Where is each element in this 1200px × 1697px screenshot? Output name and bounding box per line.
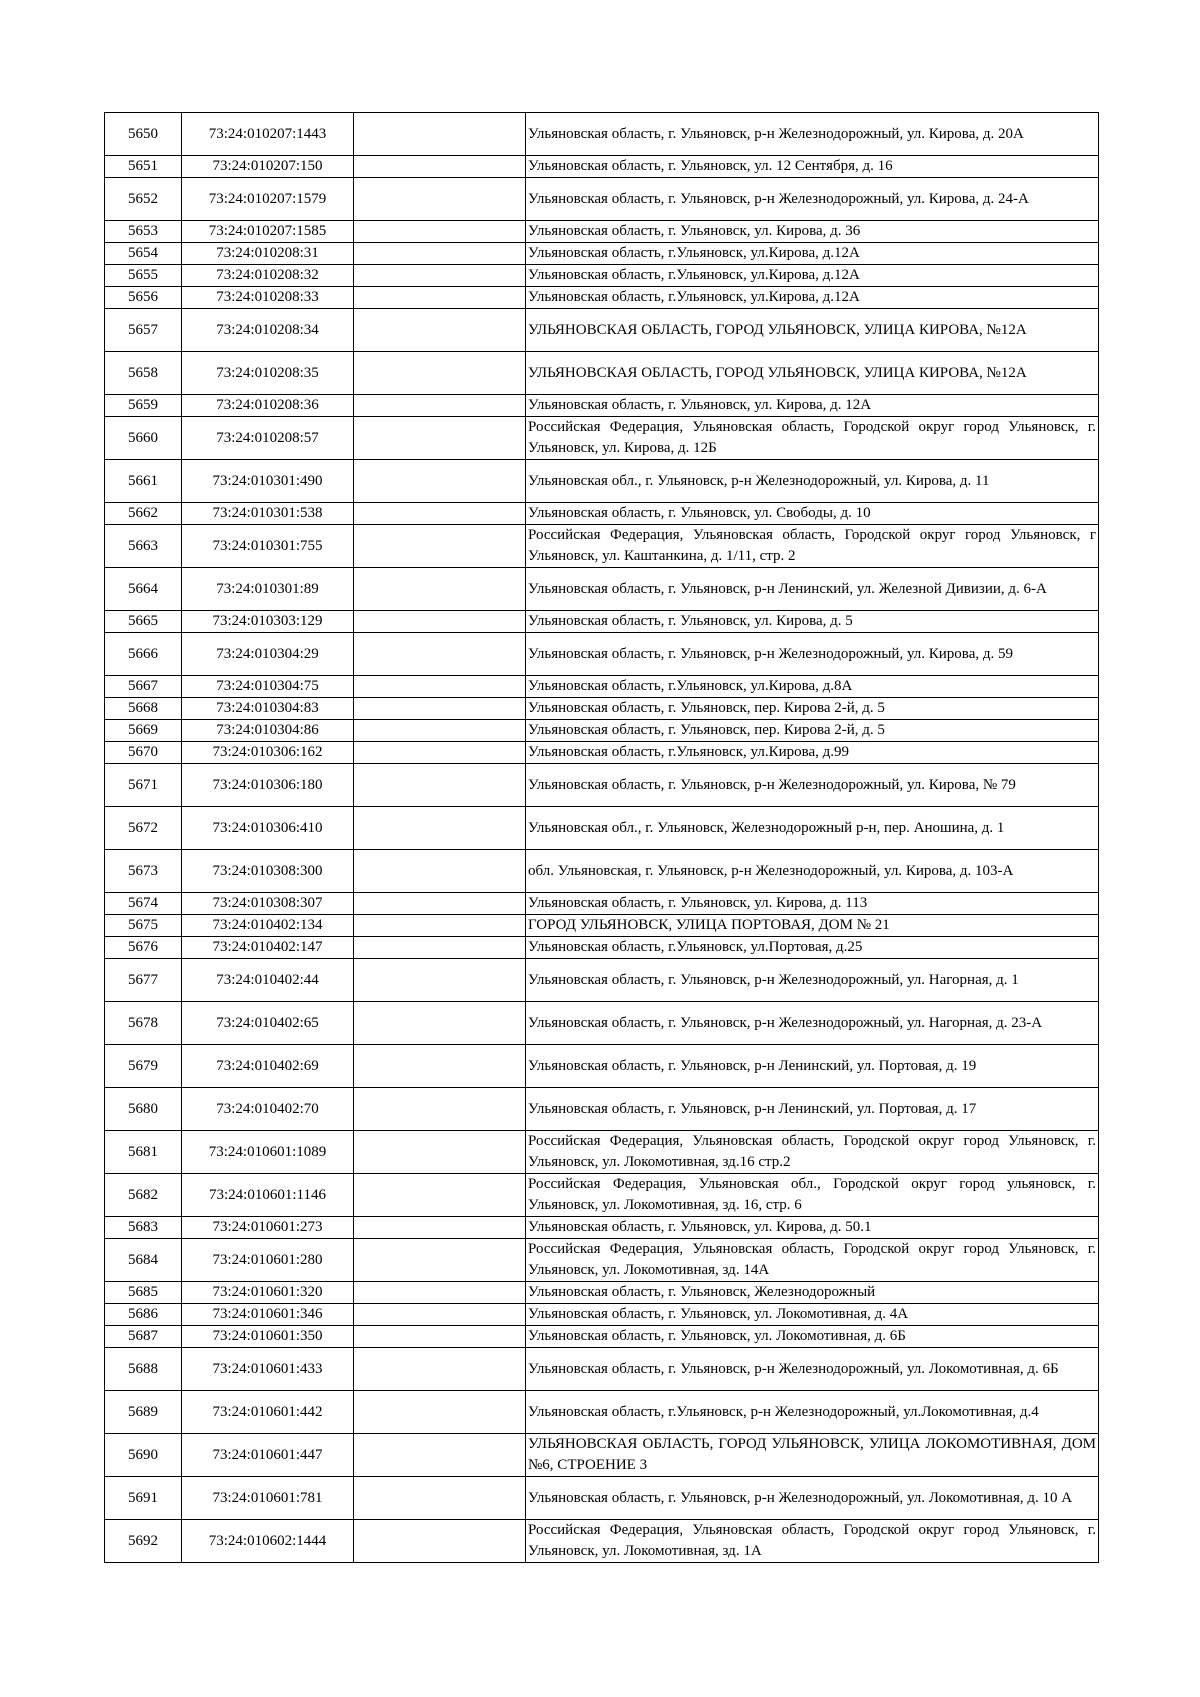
cadastral-number: 73:24:010207:1585 [182,221,354,243]
empty-cell [354,309,526,352]
row-number: 5692 [105,1520,182,1563]
empty-cell [354,676,526,698]
cadastral-number: 73:24:010304:83 [182,698,354,720]
cadastral-number: 73:24:010402:147 [182,937,354,959]
row-number: 5687 [105,1326,182,1348]
address: Ульяновская область, г. Ульяновск, ул. Кирова, д. 36 [526,221,1099,243]
address: Ульяновская область, г. Ульяновск, ул. Локомотивная, д. 6Б [526,1326,1099,1348]
table-row [105,937,1099,959]
cadastral-number: 73:24:010301:89 [182,568,354,611]
cadastral-number: 73:24:010306:162 [182,742,354,764]
empty-cell [354,1304,526,1326]
table-row [105,503,1099,525]
empty-cell [354,352,526,395]
cadastral-number: 73:24:010601:433 [182,1348,354,1391]
address: Ульяновская область, г. Ульяновск, Железнодорожный [526,1282,1099,1304]
address: Ульяновская область, г.Ульяновск, ул.Кирова, д.12А [526,265,1099,287]
empty-cell [354,221,526,243]
cadastral-number: 73:24:010208:32 [182,265,354,287]
table-row [105,1282,1099,1304]
row-number: 5664 [105,568,182,611]
empty-cell [354,417,526,460]
address: Ульяновская область, г. Ульяновск, р-н Ленинский, ул. Портовая, д. 17 [526,1088,1099,1131]
row-number: 5691 [105,1477,182,1520]
table-row [105,1520,1099,1563]
cadastral-number: 73:24:010601:320 [182,1282,354,1304]
row-number: 5668 [105,698,182,720]
row-number: 5676 [105,937,182,959]
table-row [105,1391,1099,1434]
table-row [105,1002,1099,1045]
address: Ульяновская область, г.Ульяновск, ул.Портовая, д.25 [526,937,1099,959]
address: Российская Федерация, Ульяновская обл., Городской округ город ульяновск, г. Ульяновск, ул. Локомотивная, зд. 16, стр. 6 [526,1174,1099,1217]
cadastral-number: 73:24:010208:57 [182,417,354,460]
empty-cell [354,1391,526,1434]
table-row [105,265,1099,287]
cadastral-number: 73:24:010601:280 [182,1239,354,1282]
cadastral-number: 73:24:010601:1089 [182,1131,354,1174]
table-row [105,309,1099,352]
row-number: 5669 [105,720,182,742]
table-row [105,178,1099,221]
address: Российская Федерация, Ульяновская область, Городской округ город Ульяновск, г. Ульяновск, ул. Кирова, д. 12Б [526,417,1099,460]
empty-cell [354,287,526,309]
row-number: 5657 [105,309,182,352]
cadastral-number: 73:24:010601:350 [182,1326,354,1348]
row-number: 5679 [105,1045,182,1088]
table-row [105,460,1099,503]
empty-cell [354,1217,526,1239]
table-row [105,915,1099,937]
empty-cell [354,611,526,633]
table-row [105,1239,1099,1282]
cadastral-number: 73:24:010308:307 [182,893,354,915]
address: Ульяновская область, г. Ульяновск, пер. Кирова 2-й, д. 5 [526,720,1099,742]
empty-cell [354,525,526,568]
address: Ульяновская область, г. Ульяновск, пер. Кирова 2-й, д. 5 [526,698,1099,720]
empty-cell [354,1088,526,1131]
row-number: 5662 [105,503,182,525]
table-row [105,1304,1099,1326]
address: Ульяновская область, г. Ульяновск, р-н Железнодорожный, ул. Кирова, № 79 [526,764,1099,807]
address: Ульяновская область, г. Ульяновск, р-н Железнодорожный, ул. Нагорная, д. 1 [526,959,1099,1002]
address: Ульяновская область, г. Ульяновск, р-н Железнодорожный, ул. Локомотивная, д. 10 А [526,1477,1099,1520]
table-row [105,417,1099,460]
row-number: 5682 [105,1174,182,1217]
row-number: 5650 [105,113,182,156]
empty-cell [354,265,526,287]
table-row [105,698,1099,720]
address: УЛЬЯНОВСКАЯ ОБЛАСТЬ, ГОРОД УЛЬЯНОВСК, УЛИЦА КИРОВА, №12А [526,309,1099,352]
empty-cell [354,720,526,742]
address: Российская Федерация, Ульяновская область, Городской округ город Ульяновск, г. Ульяновск, ул. Локомотивная, зд.16 стр.2 [526,1131,1099,1174]
row-number: 5681 [105,1131,182,1174]
cadastral-number: 73:24:010304:86 [182,720,354,742]
empty-cell [354,742,526,764]
address: ГОРОД УЛЬЯНОВСК, УЛИЦА ПОРТОВАЯ, ДОМ № 21 [526,915,1099,937]
address: Ульяновская обл., г. Ульяновск, Железнодорожный р-н, пер. Аношина, д. 1 [526,807,1099,850]
row-number: 5658 [105,352,182,395]
empty-cell [354,156,526,178]
row-number: 5654 [105,243,182,265]
address: Ульяновская область, г. Ульяновск, ул. Кирова, д. 113 [526,893,1099,915]
empty-cell [354,937,526,959]
empty-cell [354,807,526,850]
row-number: 5690 [105,1434,182,1477]
address: обл. Ульяновская, г. Ульяновск, р-н Железнодорожный, ул. Кирова, д. 103-А [526,850,1099,893]
empty-cell [354,460,526,503]
table-row [105,676,1099,698]
empty-cell [354,1520,526,1563]
table-row [105,1088,1099,1131]
cadastral-number: 73:24:010601:273 [182,1217,354,1239]
row-number: 5665 [105,611,182,633]
empty-cell [354,1174,526,1217]
table-row [105,959,1099,1002]
address: Ульяновская область, г.Ульяновск, ул.Кирова, д.12А [526,243,1099,265]
cadastral-number: 73:24:010208:35 [182,352,354,395]
address: Ульяновская область, г. Ульяновск, ул. Кирова, д. 5 [526,611,1099,633]
cadastral-number: 73:24:010207:150 [182,156,354,178]
address: Ульяновская область, г. Ульяновск, р-н Железнодорожный, ул. Локомотивная, д. 6Б [526,1348,1099,1391]
empty-cell [354,178,526,221]
row-number: 5678 [105,1002,182,1045]
address: Ульяновская область, г. Ульяновск, ул. 12 Сентября, д. 16 [526,156,1099,178]
cadastral-number: 73:24:010301:490 [182,460,354,503]
empty-cell [354,915,526,937]
cadastral-number: 73:24:010306:180 [182,764,354,807]
address: Ульяновская область, г. Ульяновск, р-н Железнодорожный, ул. Кирова, д. 24-А [526,178,1099,221]
row-number: 5683 [105,1217,182,1239]
cadastral-number: 73:24:010402:65 [182,1002,354,1045]
row-number: 5673 [105,850,182,893]
cadastral-number: 73:24:010402:69 [182,1045,354,1088]
table-row [105,243,1099,265]
address: Ульяновская область, г. Ульяновск, ул. Локомотивная, д. 4А [526,1304,1099,1326]
address: Ульяновская область, г. Ульяновск, ул. Свободы, д. 10 [526,503,1099,525]
empty-cell [354,698,526,720]
empty-cell [354,850,526,893]
cadastral-number: 73:24:010303:129 [182,611,354,633]
table-row [105,1174,1099,1217]
address: Ульяновская область, г.Ульяновск, ул.Кирова, д.12А [526,287,1099,309]
table-row [105,850,1099,893]
table-row [105,395,1099,417]
empty-cell [354,1326,526,1348]
empty-cell [354,1239,526,1282]
row-number: 5659 [105,395,182,417]
empty-cell [354,633,526,676]
empty-cell [354,1045,526,1088]
row-number: 5655 [105,265,182,287]
row-number: 5652 [105,178,182,221]
table-row [105,1045,1099,1088]
cadastral-number: 73:24:010207:1443 [182,113,354,156]
row-number: 5663 [105,525,182,568]
row-number: 5680 [105,1088,182,1131]
table-row [105,1348,1099,1391]
address: Ульяновская область, г. Ульяновск, р-н Ленинский, ул. Портовая, д. 19 [526,1045,1099,1088]
cadastral-number: 73:24:010208:33 [182,287,354,309]
cadastral-number: 73:24:010208:31 [182,243,354,265]
row-number: 5677 [105,959,182,1002]
row-number: 5684 [105,1239,182,1282]
row-number: 5660 [105,417,182,460]
cadastral-number: 73:24:010601:447 [182,1434,354,1477]
address: Ульяновская область, г.Ульяновск, ул.Кирова, д.99 [526,742,1099,764]
cadastral-number: 73:24:010207:1579 [182,178,354,221]
table-row [105,525,1099,568]
row-number: 5667 [105,676,182,698]
table-row [105,1477,1099,1520]
row-number: 5688 [105,1348,182,1391]
empty-cell [354,1131,526,1174]
address: Ульяновская область, г.Ульяновск, ул.Кирова, д.8А [526,676,1099,698]
table-row [105,1326,1099,1348]
row-number: 5656 [105,287,182,309]
table-row [105,893,1099,915]
cadastral-number: 73:24:010602:1444 [182,1520,354,1563]
row-number: 5686 [105,1304,182,1326]
address: Российская Федерация, Ульяновская область, Городской округ город Ульяновск, г. Ульяновск, ул. Локомотивная, зд. 1А [526,1520,1099,1563]
address: УЛЬЯНОВСКАЯ ОБЛАСТЬ, ГОРОД УЛЬЯНОВСК, УЛИЦА КИРОВА, №12А [526,352,1099,395]
empty-cell [354,1477,526,1520]
table-row [105,113,1099,156]
address: Ульяновская область, г. Ульяновск, ул. Кирова, д. 12А [526,395,1099,417]
address: Российская Федерация, Ульяновская область, Городской округ город Ульяновск, г Ульяновск, ул. Каштанкина, д. 1/11, стр. 2 [526,525,1099,568]
address: Российская Федерация, Ульяновская область, Городской округ город Ульяновск, г. Ульяновск, ул. Локомотивная, зд. 14А [526,1239,1099,1282]
registry-table-body [105,113,1099,1563]
row-number: 5653 [105,221,182,243]
address: УЛЬЯНОВСКАЯ ОБЛАСТЬ, ГОРОД УЛЬЯНОВСК, УЛИЦА ЛОКОМОТИВНАЯ, ДОМ №6, СТРОЕНИЕ 3 [526,1434,1099,1477]
table-row [105,720,1099,742]
cadastral-number: 73:24:010601:346 [182,1304,354,1326]
empty-cell [354,959,526,1002]
cadastral-number: 73:24:010208:36 [182,395,354,417]
table-row [105,221,1099,243]
cadastral-number: 73:24:010304:75 [182,676,354,698]
table-row [105,568,1099,611]
row-number: 5689 [105,1391,182,1434]
cadastral-number: 73:24:010402:134 [182,915,354,937]
empty-cell [354,113,526,156]
empty-cell [354,568,526,611]
empty-cell [354,1434,526,1477]
cadastral-number: 73:24:010601:1146 [182,1174,354,1217]
table-row [105,1217,1099,1239]
table-row [105,742,1099,764]
row-number: 5671 [105,764,182,807]
address: Ульяновская область, г. Ульяновск, р-н Железнодорожный, ул. Нагорная, д. 23-А [526,1002,1099,1045]
table-row [105,633,1099,676]
cadastral-number: 73:24:010402:70 [182,1088,354,1131]
row-number: 5661 [105,460,182,503]
row-number: 5672 [105,807,182,850]
empty-cell [354,1282,526,1304]
empty-cell [354,503,526,525]
registry-table [104,112,1099,1563]
empty-cell [354,893,526,915]
cadastral-number: 73:24:010306:410 [182,807,354,850]
address: Ульяновская обл., г. Ульяновск, р-н Железнодорожный, ул. Кирова, д. 11 [526,460,1099,503]
empty-cell [354,1348,526,1391]
address: Ульяновская область, г. Ульяновск, ул. Кирова, д. 50.1 [526,1217,1099,1239]
cadastral-number: 73:24:010301:538 [182,503,354,525]
address: Ульяновская область, г. Ульяновск, р-н Ленинский, ул. Железной Дивизии, д. 6-А [526,568,1099,611]
table-row [105,352,1099,395]
empty-cell [354,395,526,417]
table-row [105,764,1099,807]
table-row [105,287,1099,309]
row-number: 5666 [105,633,182,676]
empty-cell [354,764,526,807]
table-row [105,156,1099,178]
table-row [105,1434,1099,1477]
address: Ульяновская область, г.Ульяновск, р-н Железнодорожный, ул.Локомотивная, д.4 [526,1391,1099,1434]
cadastral-number: 73:24:010304:29 [182,633,354,676]
table-row [105,807,1099,850]
cadastral-number: 73:24:010601:781 [182,1477,354,1520]
table-row [105,1131,1099,1174]
empty-cell [354,1002,526,1045]
cadastral-number: 73:24:010301:755 [182,525,354,568]
table-row [105,611,1099,633]
cadastral-number: 73:24:010601:442 [182,1391,354,1434]
row-number: 5674 [105,893,182,915]
cadastral-number: 73:24:010208:34 [182,309,354,352]
cadastral-number: 73:24:010308:300 [182,850,354,893]
row-number: 5670 [105,742,182,764]
row-number: 5685 [105,1282,182,1304]
row-number: 5651 [105,156,182,178]
address: Ульяновская область, г. Ульяновск, р-н Железнодорожный, ул. Кирова, д. 20А [526,113,1099,156]
cadastral-number: 73:24:010402:44 [182,959,354,1002]
address: Ульяновская область, г. Ульяновск, р-н Железнодорожный, ул. Кирова, д. 59 [526,633,1099,676]
row-number: 5675 [105,915,182,937]
empty-cell [354,243,526,265]
